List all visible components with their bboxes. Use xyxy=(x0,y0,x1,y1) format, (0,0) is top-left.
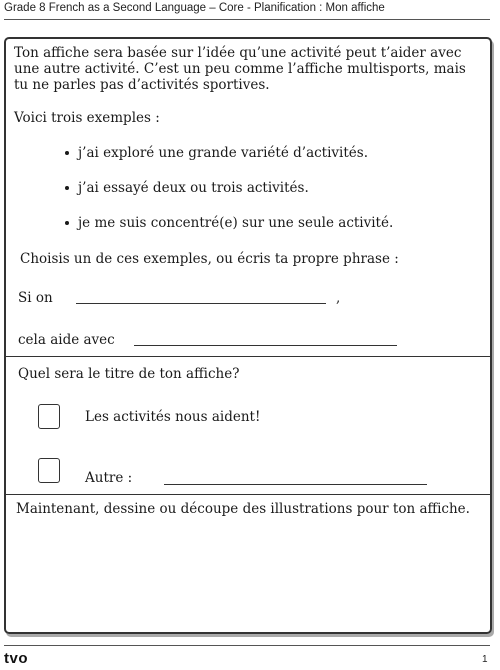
option1-checkbox[interactable] xyxy=(38,404,60,429)
intro-paragraph: Ton affiche sera basée sur l’idée qu’une activité peut t’aider avec une autre activité. C’est un peu comme l’affiche multisports, mais tu ne parles pas d’activités sportives. xyxy=(14,45,466,93)
examples-heading: Voici trois exemples : xyxy=(14,110,160,126)
bullet-icon xyxy=(65,186,69,190)
option2-label: Autre : xyxy=(85,470,133,486)
comma-mark: , xyxy=(336,290,341,306)
option2-checkbox[interactable] xyxy=(38,458,60,483)
si-on-label: Si on xyxy=(18,290,53,306)
option1-label: Les activités nous aident! xyxy=(85,409,261,425)
cela-aide-label: cela aide avec xyxy=(18,332,115,348)
cela-aide-answer-line[interactable] xyxy=(134,345,397,346)
section-illustrations xyxy=(6,495,490,632)
footer-divider xyxy=(4,645,490,646)
example-item-2: j’ai essayé deux ou trois activités. xyxy=(78,180,309,196)
tvo-logo: tvo xyxy=(4,650,28,667)
other-title-answer-line[interactable] xyxy=(164,484,427,485)
header-divider xyxy=(4,19,490,20)
bullet-icon xyxy=(65,151,69,155)
illustration-instruction: Maintenant, dessine ou découpe des illustrations pour ton affiche. xyxy=(16,501,470,517)
section-sentence xyxy=(6,39,490,357)
planning-worksheet xyxy=(4,37,492,634)
document-header: Grade 8 French as a Second Language – Core - Planification : Mon affiche xyxy=(4,2,385,14)
bullet-icon xyxy=(65,221,69,225)
si-on-answer-line[interactable] xyxy=(76,303,326,304)
title-question: Quel sera le titre de ton affiche? xyxy=(18,366,240,382)
example-item-1: j’ai exploré une grande variété d’activités. xyxy=(78,145,368,161)
section-title xyxy=(6,357,490,495)
choose-prompt: Choisis un de ces exemples, ou écris ta propre phrase : xyxy=(20,251,399,267)
example-item-3: je me suis concentré(e) sur une seule activité. xyxy=(78,215,394,231)
page-number: 1 xyxy=(482,654,488,665)
